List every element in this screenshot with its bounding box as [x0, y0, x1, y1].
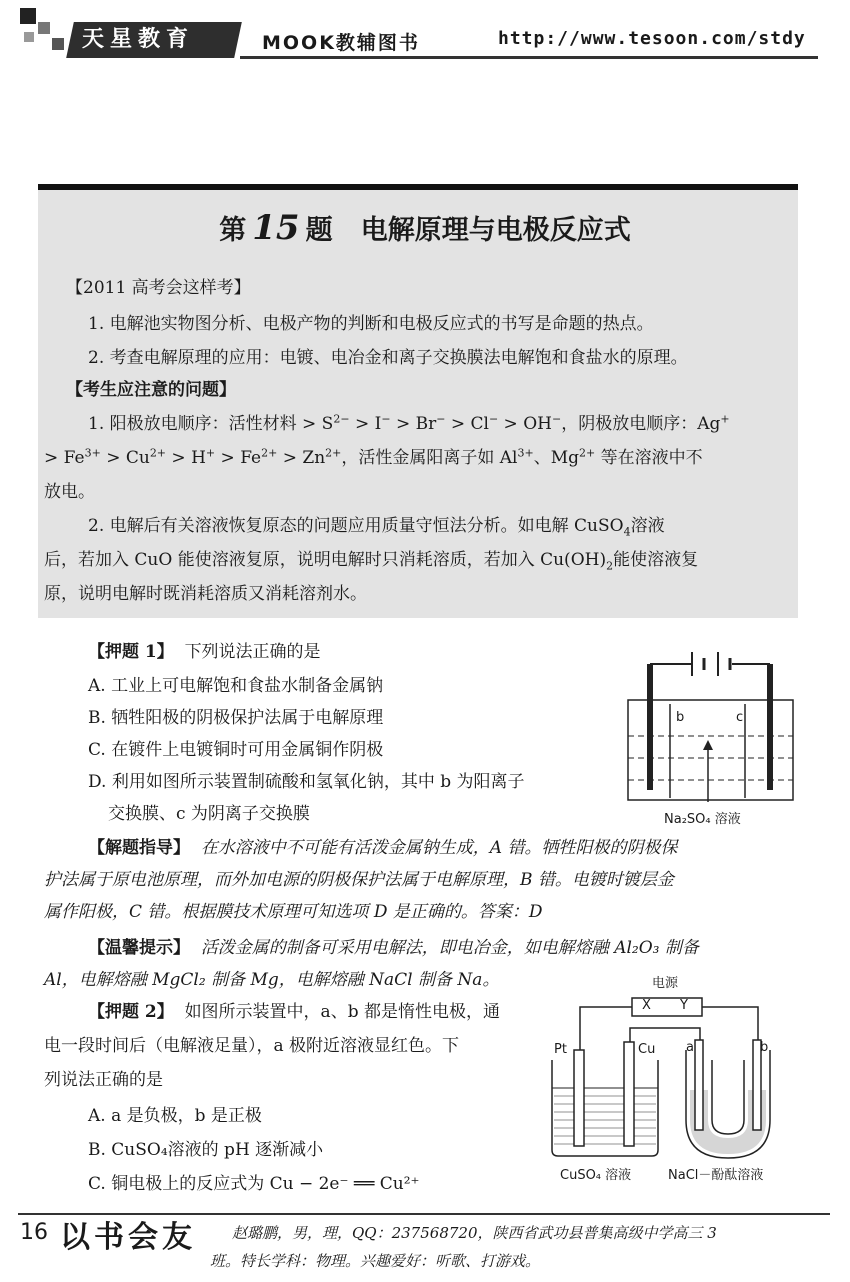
q2-figure-two-cells	[540, 970, 810, 1165]
notes-heading: 【考生应注意的问题】	[66, 380, 236, 400]
q2-stem-line1: 【押题 2】 如图所示装置中，a、b 都是惰性电极，通	[88, 1002, 500, 1022]
q1-option-a: A. 工业上可电解饱和食盐水制备金属钠	[88, 676, 384, 696]
series-title: MOOK教辅图书	[262, 32, 420, 54]
note1-line2: > $Fe^{3+} > Cu^{2+} > H^+ > Fe^{2+} > Zn^{2+}$，活性金属阳离子如 $Al^{3+}$、$Mg^{2+}$ 等在溶液中不	[44, 446, 703, 468]
q2-fig-x: X	[642, 998, 651, 1013]
note1-line3: 放电。	[44, 482, 95, 502]
exam-item: 2. 考查电解原理的应用：电镀、电冶金和离子交换膜法电解饱和食盐水的原理。	[88, 348, 688, 368]
q1-tip-line2: Al，电解熔融 MgCl₂ 制备 Mg，电解熔融 NaCl 制备 Na。	[44, 970, 500, 990]
header-url[interactable]: http://www.tesoon.com/stdy	[498, 28, 806, 49]
exam-heading: 【2011 高考会这样考】	[66, 278, 251, 298]
page-number: 16	[20, 1220, 48, 1245]
note2-line1: 2. 电解后有关溶液恢复原态的问题应用质量守恒法分析。如电解 CuSO$_4$溶液	[88, 516, 665, 539]
q2-fig-b: b	[760, 1040, 769, 1055]
footer-author-line1: 赵璐鹏，男，理，QQ：237568720，陕西省武功县普集高级中学高三 3	[232, 1224, 717, 1242]
battery-wire-frame	[648, 662, 780, 792]
q1-stem: 【押题 1】 下列说法正确的是	[88, 642, 321, 662]
header-decor-square	[20, 8, 36, 24]
a-electrode	[695, 1040, 703, 1130]
q2-fig-a: a	[686, 1040, 694, 1055]
header-rule	[240, 56, 818, 59]
publisher-logo: 天星教育	[66, 22, 242, 58]
q1-guide-line2: 护法属于原电池原理，而外加电源的阴极保护法属于电解原理，B 错。电镀时镀层金	[44, 870, 674, 890]
footer-brand: 以书会友	[60, 1220, 196, 1255]
note2-line2: 后，若加入 CuO 能使溶液复原，说明电解时只消耗溶质，若加入 $Cu(OH)_2$能使溶液复	[44, 550, 699, 573]
q2-fig-right-caption: NaCl－酚酞溶液	[668, 1168, 764, 1183]
q1-option-c: C. 在镀件上电镀铜时可用金属铜作阴极	[88, 740, 384, 760]
q1-option-d-cont: 交换膜、c 为阴离子交换膜	[108, 804, 310, 824]
q2-option-b: B. CuSO₄溶液的 pH 逐渐减小	[88, 1140, 324, 1160]
q1-fig-label-c: c	[736, 710, 744, 725]
section-title: 第 15 题 电解原理与电极反应式	[219, 208, 631, 248]
header-decor-square	[24, 32, 34, 42]
q2-fig-power: 电源	[652, 976, 679, 991]
q1-tip-line1: 【温馨提示】 活泼金属的制备可采用电解法，即电冶金，如电解熔融 Al₂O₃ 制备	[88, 938, 699, 958]
q1-figure-electrolysis-cell	[620, 640, 810, 825]
q1-fig-caption: Na₂SO₄ 溶液	[664, 812, 741, 827]
u-tube-inner	[712, 1060, 744, 1134]
q1-guide-line1: 【解题指导】 在水溶液中不可能有活泼金属钠生成，A 错。牺牲阳极的阴极保	[88, 838, 678, 858]
note1-line1: 1. 阳极放电顺序：活性材料 > $S^{2-} > I^- > Br^- > Cl^- > OH^-$，阴极放电顺序：Ag+	[88, 412, 730, 434]
pt-electrode	[574, 1050, 584, 1146]
q2-option-a: A. a 是负极，b 是正极	[88, 1106, 262, 1126]
note2-line3: 原，说明电解时既消耗溶质又消耗溶剂水。	[44, 584, 367, 604]
q2-fig-cu: Cu	[638, 1042, 656, 1057]
q1-guide-line3: 属作阳极，C 错。根据膜技术原理可知选项 D 是正确的。答案：D	[44, 902, 543, 922]
q2-fig-left-caption: CuSO₄ 溶液	[560, 1168, 632, 1183]
cu-electrode	[624, 1042, 634, 1146]
header-decor-square	[52, 38, 64, 50]
footer-author-line2: 班。特长学科：物理。兴趣爱好：听歌、打游戏。	[210, 1252, 541, 1270]
exam-item: 1. 电解池实物图分析、电极产物的判断和电极反应式的书写是命题的热点。	[88, 314, 654, 334]
q2-fig-y: Y	[680, 998, 688, 1013]
q1-option-b: B. 牺牲阳极的阴极保护法属于电解原理	[88, 708, 384, 728]
beaker	[552, 1060, 658, 1156]
header-decor-square	[38, 22, 50, 34]
q2-fig-pt: Pt	[554, 1042, 567, 1057]
wire	[702, 1007, 758, 1040]
q2-option-c: C. 铜电极上的反应式为 Cu − 2e⁻ ══ Cu²⁺	[88, 1174, 420, 1194]
q1-fig-label-b: b	[676, 710, 685, 725]
q2-stem-line2: 电一段时间后（电解液足量），a 极附近溶液显红色。下	[44, 1036, 460, 1056]
q1-option-d: D. 利用如图所示装置制硫酸和氢氧化钠，其中 b 为阳离子	[88, 772, 525, 792]
q2-stem-line3: 列说法正确的是	[44, 1070, 163, 1090]
